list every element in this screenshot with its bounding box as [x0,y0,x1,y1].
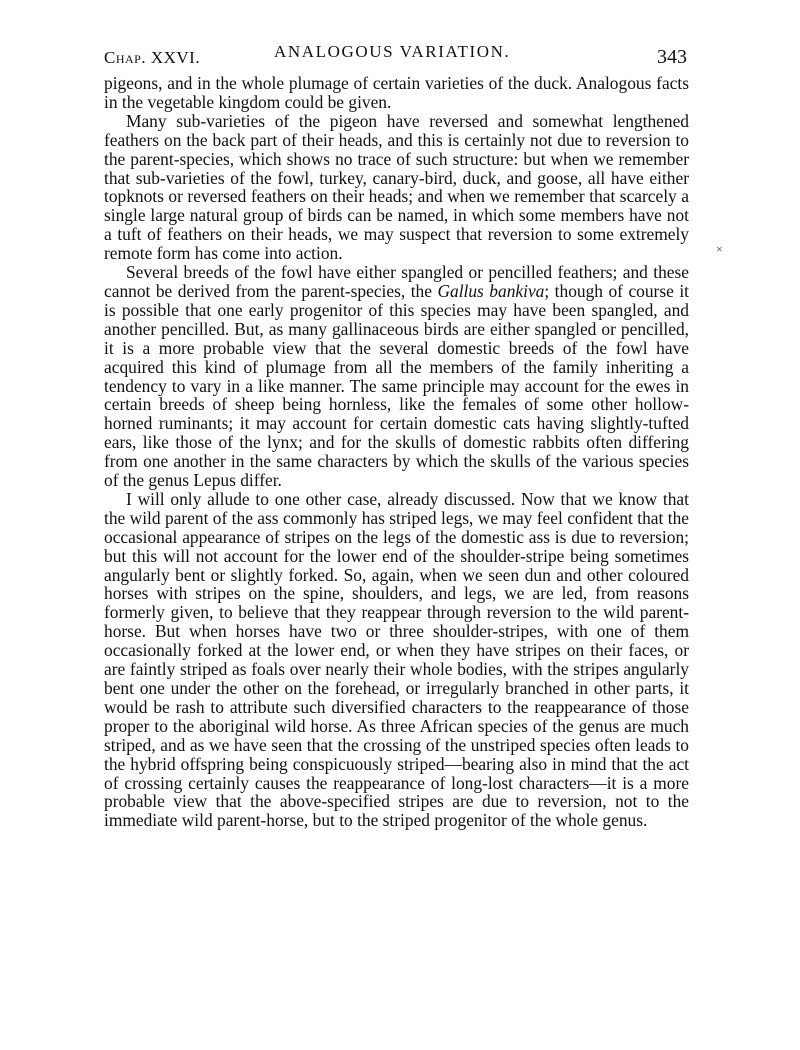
running-head [104,40,689,74]
paragraph-fowl-breeds [104,263,689,490]
page-number: 343 [657,46,687,68]
paragraph-fowl-part-2: ; though of course it is possible that one early progenitor of this species may have been spangled, and another pencilled. But, as many gallinaceous birds are either spangled or pencilled, it is a more probable view that the several domestic breeds of the fowl have acquired this kind of plumage from all the members of the family inheriting a tendency to vary in a like manner. The same principle may account for the ewes in certain breeds of sheep being hornless, like the females of some other hollow-horned ruminants; it may account for certain domestic cats having slightly-tufted ears, like those of the lynx; and for the skulls of domestic rabbits often differing from one another in the same characters by which the skulls of the various species of the genus Lepus differ. [104,280,689,491]
body-text [104,74,689,830]
paragraph-ass-horse-stripes: I will only allude to one other case, already discussed. Now that we know that the wild parent of the ass commonly has striped legs, we may feel confident that the occasional appearance of stripes on the legs of the domestic ass is due to reversion; but this will not account for the lower end of the shoulder-stripe being sometimes angularly bent or slightly forked. So, again, when we seen dun and other coloured horses with stripes on the spine, shoulders, and legs, we are led, from reasons formerly given, to believe that they reappear through reversion to the wild parent-horse. But when horses have two or three shoulder-stripes, with one of them occasionally forked at the lower end, or when they have stripes on their faces, or are faintly striped as foals over nearly their whole bodies, with the stripes angularly bent one under the other on the forehead, or irregularly branched in other parts, it would be rash to attribute such diversified characters to the reappearance of those proper to the aboriginal wild horse. As three African species of the genus are much striped, and as we have seen that the crossing of the unstriped species often leads to the hybrid offspring being conspicuously striped—bearing also in mind that the act of crossing certainly causes the reappearance of long-lost characters—it is a more probable view that the above-specified stripes are due to reversion, not to the immediate wild parent-horse, but to the striped progenitor of the whole genus. [104,488,689,831]
chapter-label: Chap. XXVI. [104,48,201,67]
paragraph-fowl-part-1: Several breeds of the fowl have either spangled or pencilled feathers; and these cannot be derived from the parent-species, the [104,262,689,301]
paragraph-continued: pigeons, and in the whole plumage of certain varieties of the duck. Analogous facts in the vegetable kingdom could be given. [104,73,689,112]
margin-mark: × [716,242,723,256]
species-name-gallus-bankiva: Gallus bankiva [437,280,545,301]
book-page [104,40,689,830]
paragraph-pigeon-feathers: Many sub-varieties of the pigeon have reversed and somewhat lengthened feathers on the back part of their heads, and this is certainly not due to reversion to the parent-species, which shows no trace of such structure: but when we remember that sub-varieties of the fowl, turkey, canary-bird, duck, and goose, all have either topknots or reversed feathers on their heads; and when we remember that scarcely a single large natural group of birds can be named, in which some members have not a tuft of feathers on their heads, we may suspect that reversion to some extremely remote form has come into action. [104,110,689,264]
running-title: ANALOGOUS VARIATION. [274,42,511,61]
